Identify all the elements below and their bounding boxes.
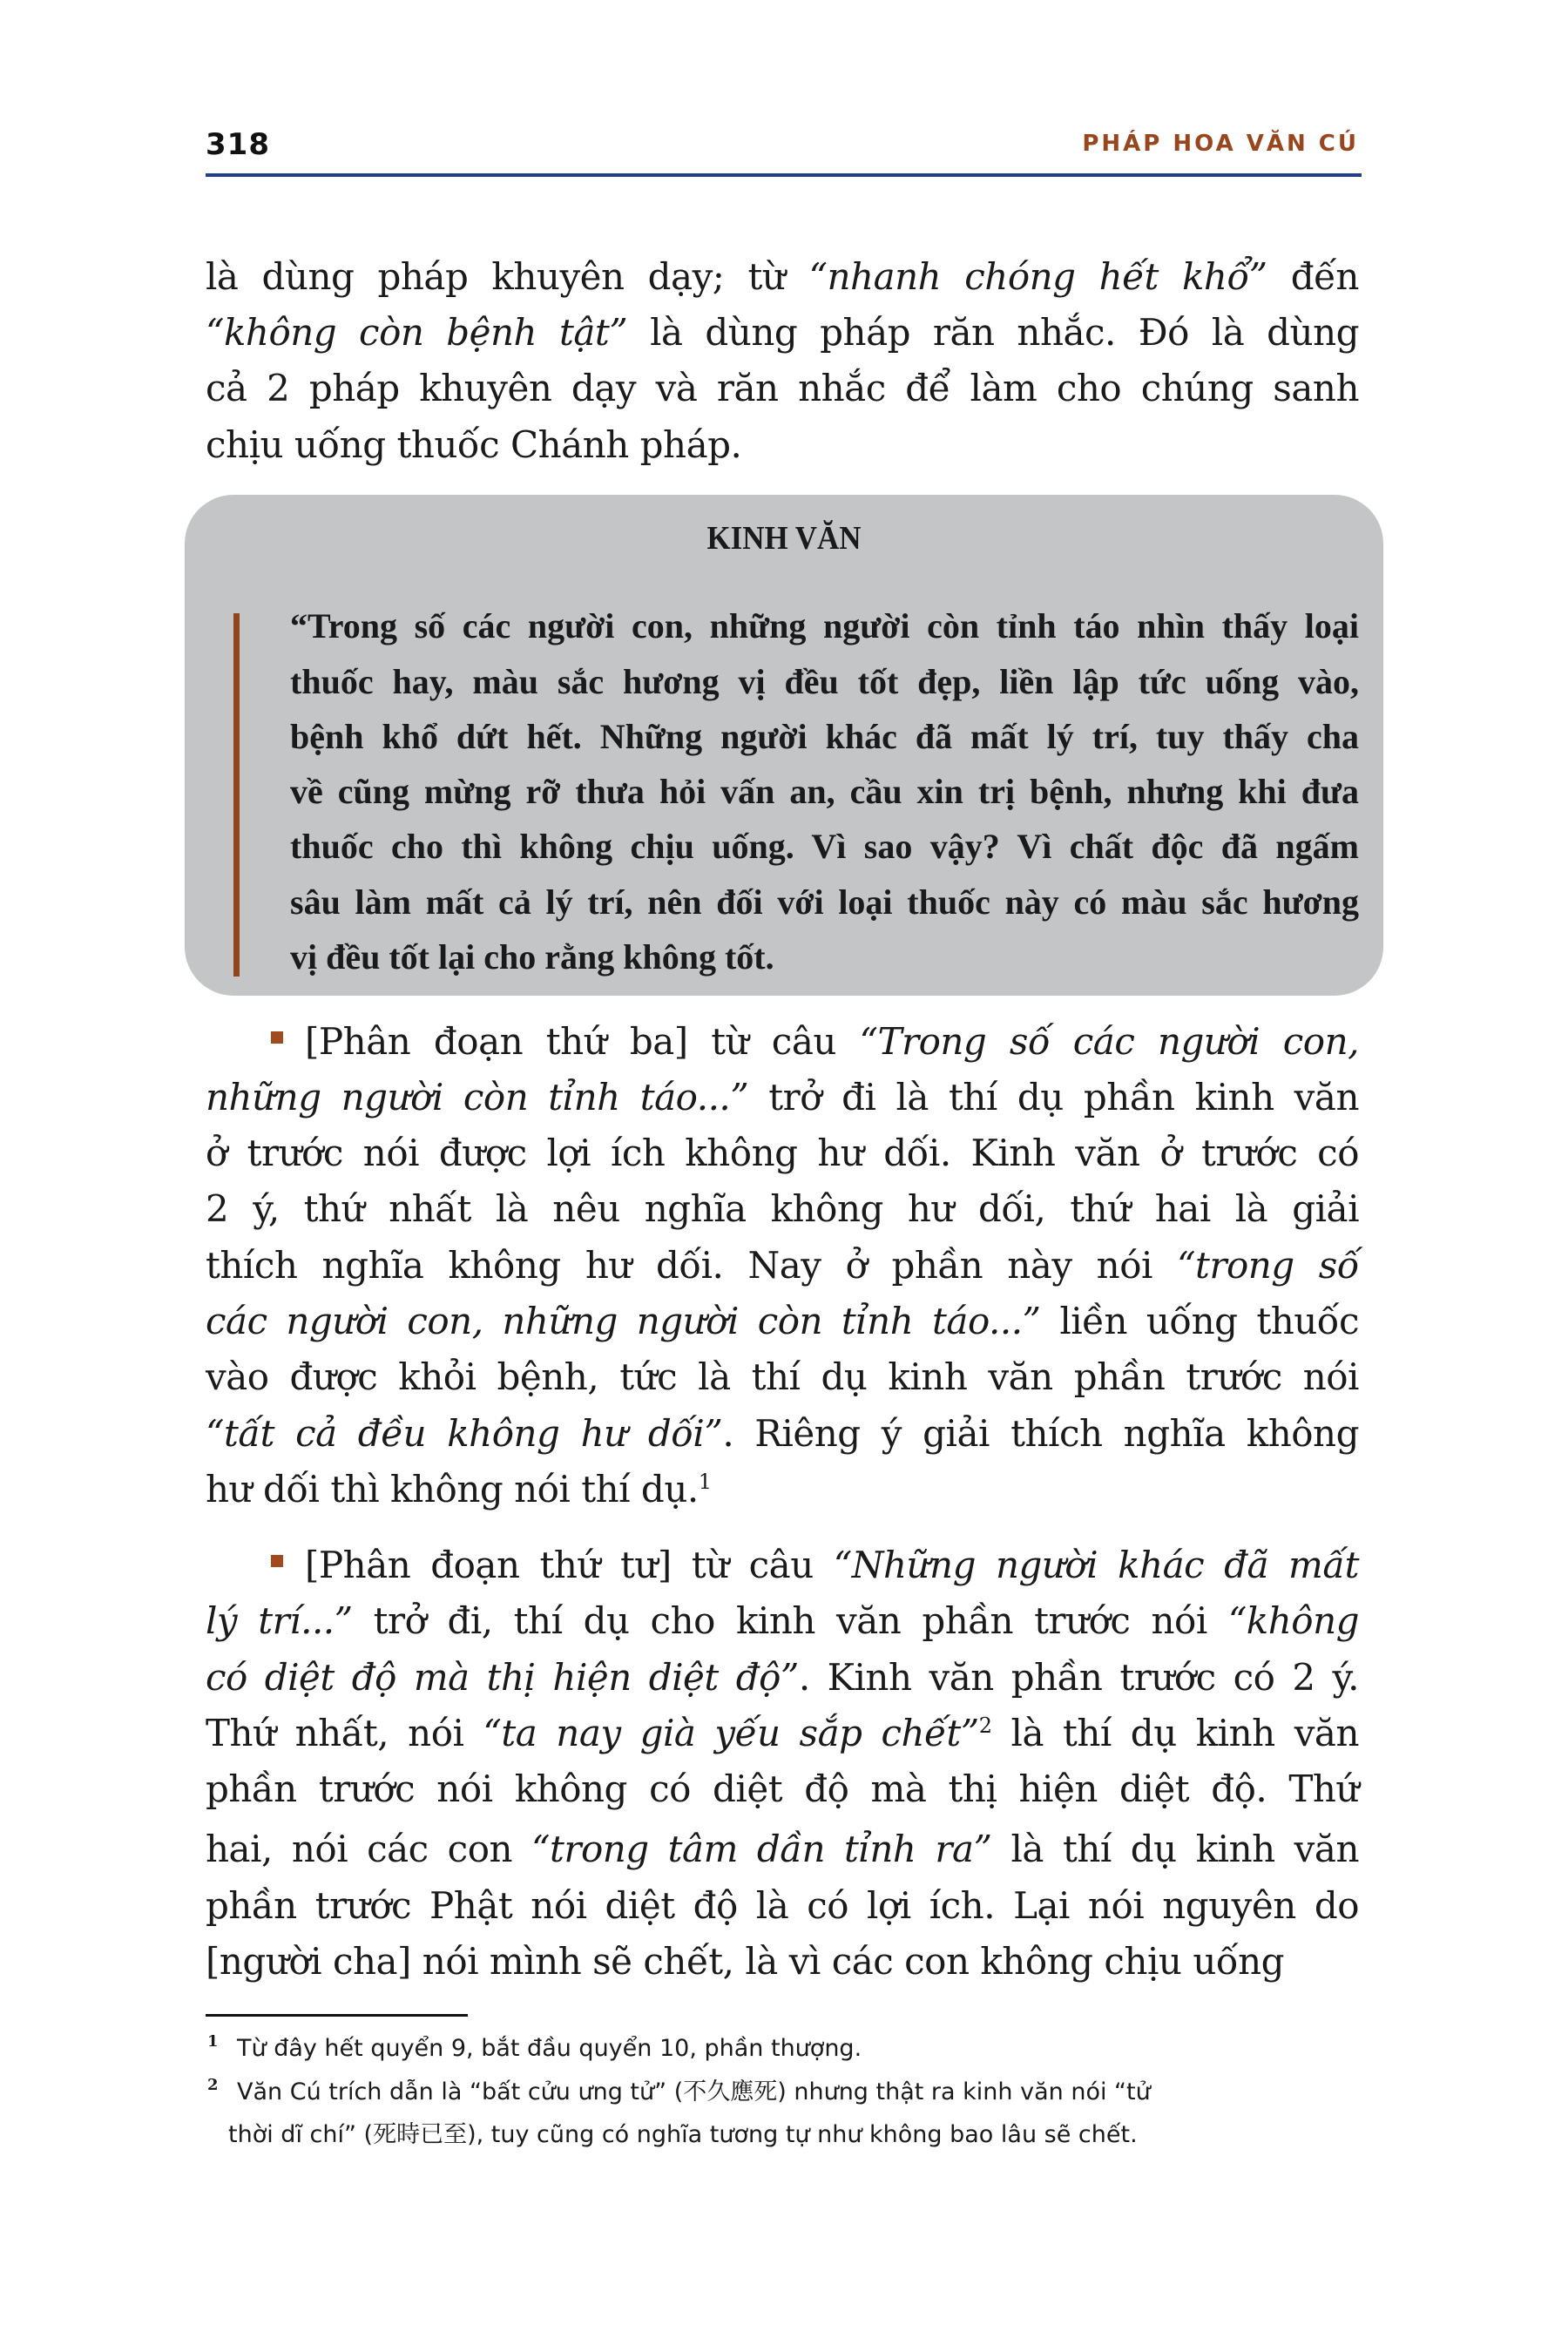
header-rule <box>206 173 1362 177</box>
text-run: trở đi là thí dụ phần kinh văn <box>748 1076 1359 1119</box>
text-line <box>206 1936 1359 1988</box>
bullet-square-icon <box>271 1555 283 1567</box>
quoted-text: “không <box>1227 1599 1360 1642</box>
text-run: là thí dụ kinh văn <box>991 1828 1359 1870</box>
text-run: hai, nói các con <box>206 1828 532 1870</box>
bullet-square-icon <box>271 1031 283 1044</box>
sutra-line: sâu làm mất cả lý trí, nên đối với loại thuốc này có màu sắc hương <box>290 882 1359 922</box>
quoted-text: “trong số <box>1177 1244 1359 1287</box>
text-run: ở trước nói được lợi ích không hư dối. Kinh văn ở trước có <box>206 1132 1359 1174</box>
text-line <box>206 1763 1359 1815</box>
text-line <box>206 1295 1359 1348</box>
text-run: đến <box>1267 255 1359 298</box>
sutra-line: vị đều tốt lại cho rằng không tốt. <box>290 937 774 977</box>
text-run: . Riêng ý giải thích nghĩa không <box>722 1412 1359 1455</box>
sutra-quote-title: KINH VĂN <box>706 520 862 557</box>
footnote-number: 2 <box>207 2076 219 2094</box>
text-run: cả 2 pháp khuyên dạy và răn nhắc để làm cho chúng sanh <box>206 367 1359 409</box>
text-line <box>206 307 1359 359</box>
text-run: phần trước nói không có diệt độ mà thị hiện diệt độ. Thứ <box>206 1767 1359 1810</box>
text-line <box>305 1539 1359 1592</box>
text-run: phần trước Phật nói diệt độ là có lợi ích. Lại nói nguyên do <box>206 1884 1359 1927</box>
text-line <box>206 362 1359 415</box>
quoted-text: các người con, những người còn tỉnh táo...” <box>206 1300 1041 1342</box>
text-line <box>206 1463 1359 1516</box>
text-run: thích nghĩa không hư dối. Nay ở phần này nói <box>206 1244 1178 1287</box>
footnote-text: Văn Cú trích dẫn là “bất cửu ưng tử” (不久應死) nhưng thật ra kinh văn nói “tử <box>237 2078 1151 2105</box>
sutra-line: về cũng mừng rỡ thưa hỏi vấn an, cầu xin trị bệnh, nhưng khi đưa <box>290 772 1359 811</box>
quoted-text: “ta nay già yếu sắp chết” <box>483 1712 979 1754</box>
text-line <box>206 419 1359 471</box>
text-line <box>206 1880 1359 1932</box>
text-line <box>305 1016 1359 1068</box>
text-run: [người cha] nói mình sẽ chết, là vì các con không chịu uống <box>206 1940 1285 1983</box>
text-run: là thí dụ kinh văn <box>991 1712 1360 1754</box>
footnote-ref[interactable]: 2 <box>978 1713 992 1738</box>
text-run: là dùng pháp răn nhắc. Đó là dùng <box>627 311 1359 354</box>
footnote-ref[interactable]: 1 <box>698 1470 712 1494</box>
text-line <box>206 1595 1359 1647</box>
page-number: 318 <box>206 127 270 162</box>
sutra-line: thuốc cho thì không chịu uống. Vì sao vậy? Vì chất độc đã ngấm <box>290 827 1359 866</box>
footnote-number: 1 <box>207 2032 219 2051</box>
quoted-text: lý trí...” <box>206 1599 353 1642</box>
text-run: trở đi, thí dụ cho kinh văn phần trước nói <box>352 1599 1228 1642</box>
text-line <box>206 1408 1359 1460</box>
text-run: hư dối thì không nói thí dụ. <box>206 1468 699 1511</box>
text-run: chịu uống thuốc Chánh pháp. <box>206 423 742 466</box>
quoted-text: “không còn bệnh tật” <box>206 311 628 354</box>
text-run: 2 ý, thứ nhất là nêu nghĩa không hư dối, thứ hai là giải <box>206 1187 1359 1230</box>
quoted-text: có diệt độ mà thị hiện diệt độ” <box>206 1656 799 1699</box>
quoted-text: “nhanh chóng hết khổ” <box>808 255 1267 298</box>
quoted-text: “tất cả đều không hư dối” <box>206 1412 723 1455</box>
text-run: [Phân đoạn thứ tư] từ câu <box>305 1544 834 1586</box>
quoted-text: “Những người khác đã mất <box>833 1544 1359 1586</box>
text-run: Thứ nhất, nói <box>206 1712 483 1754</box>
footnote-text: Từ đây hết quyển 9, bắt đầu quyển 10, phần thượng. <box>237 2035 862 2062</box>
text-run: liền uống thuốc <box>1040 1300 1360 1342</box>
quoted-text: những người còn tỉnh táo...” <box>206 1076 749 1119</box>
text-line <box>206 1127 1359 1179</box>
text-line <box>206 1652 1359 1704</box>
quoted-text: “Trong số các người con, <box>859 1020 1359 1063</box>
footnote-text: thời dĩ chí” (死時已至), tuy cũng có nghĩa tương tự như không bao lâu sẽ chết. <box>228 2121 1138 2148</box>
footnote-rule <box>206 2014 468 2017</box>
text-run: . Kinh văn phần trước có 2 ý. <box>798 1656 1359 1699</box>
quote-bar <box>233 613 240 977</box>
text-line <box>206 1240 1359 1292</box>
quoted-text: “trong tâm dần tỉnh ra” <box>531 1828 992 1870</box>
running-title: PHÁP HOA VĂN CÚ <box>1082 131 1359 157</box>
text-line <box>206 1351 1359 1403</box>
sutra-line: bệnh khổ dứt hết. Những người khác đã mất lý trí, tuy thấy cha <box>290 717 1359 756</box>
text-run: là dùng pháp khuyên dạy; từ <box>206 255 809 298</box>
sutra-line: “Trong số các người con, những người còn tỉnh táo nhìn thấy loại <box>290 606 1359 645</box>
text-line <box>206 1183 1359 1235</box>
text-line <box>206 1707 1359 1760</box>
text-run: vào được khỏi bệnh, tức là thí dụ kinh văn phần trước nói <box>206 1355 1359 1398</box>
text-line <box>206 1823 1359 1876</box>
text-line <box>206 1071 1359 1124</box>
text-line <box>206 251 1359 303</box>
text-run: [Phân đoạn thứ ba] từ câu <box>305 1020 860 1063</box>
sutra-line: thuốc hay, màu sắc hương vị đều tốt đẹp, liền lập tức uống vào, <box>290 662 1359 701</box>
